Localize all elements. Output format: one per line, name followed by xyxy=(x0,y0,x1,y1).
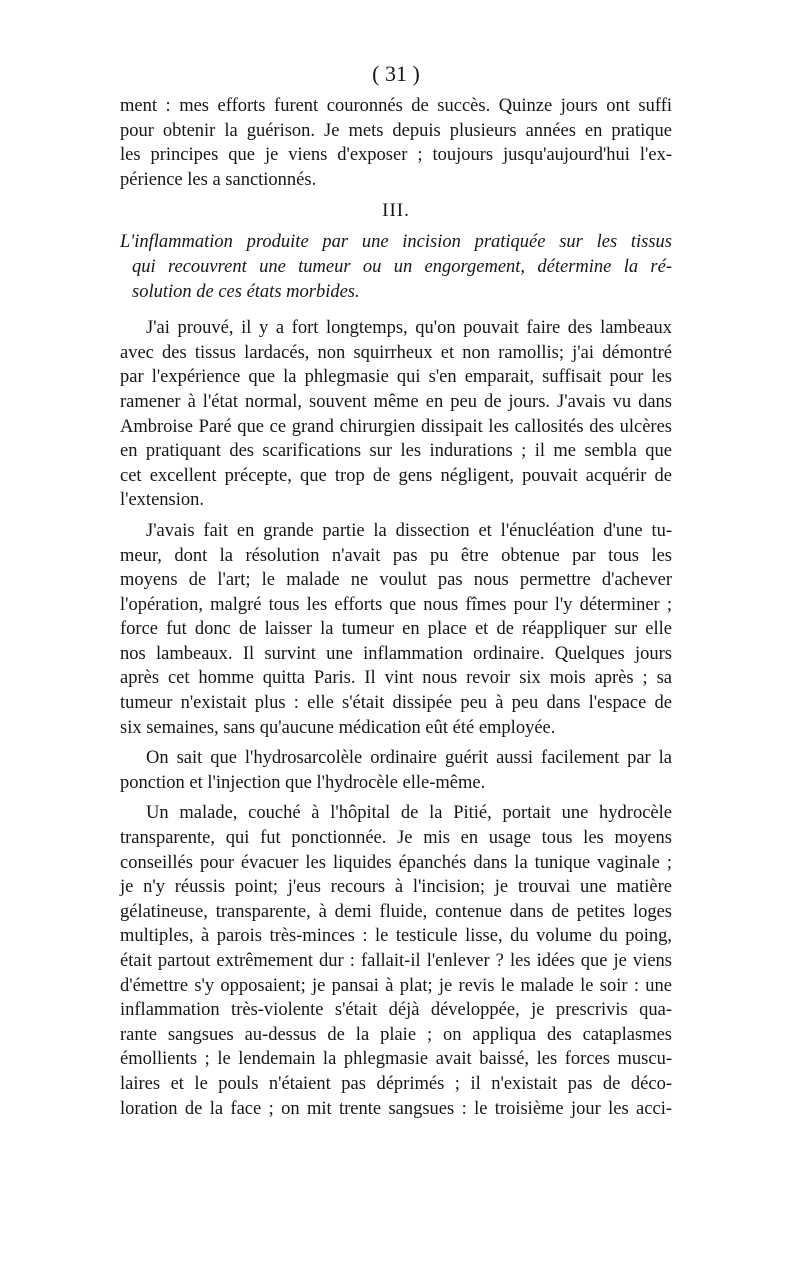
text-line: laires et le pouls n'étaient pas déprimés ; il n'existait pas de déco- xyxy=(120,1073,672,1094)
intro-paragraph xyxy=(120,94,672,192)
text-line: nos lambeaux. Il survint une inflammation ordinaire. Quelques jours xyxy=(120,643,672,664)
text-line: d'émettre s'y opposaient; je pansai à plat; je revis le malade le soir : une xyxy=(120,975,672,996)
text-line: avec des tissus lardacés, non squirrheux et non ramollis; j'ai démontré xyxy=(120,342,672,363)
paragraph xyxy=(120,519,672,740)
text-line: émollients ; le lendemain la phlegmasie avait baissé, les forces muscu- xyxy=(120,1049,672,1070)
text-line: loration de la face ; on mit trente sangsues : le troisième jour les acci- xyxy=(120,1098,672,1119)
text-line: moyens de l'art; le malade ne voulut pas nous permettre d'achever xyxy=(120,570,672,591)
book-page xyxy=(120,58,672,1121)
text-line: J'ai prouvé, il y a fort longtemps, qu'on pouvait faire des lambeaux xyxy=(146,318,672,339)
text-line: meur, dont la résolution n'avait pas pu être obtenue par tous les xyxy=(120,545,672,566)
text-line: six semaines, sans qu'aucune médication eût été employée. xyxy=(120,717,556,738)
section-title xyxy=(120,230,672,304)
paragraph xyxy=(120,801,672,1121)
text-line: force fut donc de laisser la tumeur en place et de réappliquer sur elle xyxy=(120,619,672,640)
title-line: qui recouvrent une tumeur ou un engorgement, détermine la ré- xyxy=(132,256,672,277)
text-line: les principes que je viens d'exposer ; toujours jusqu'aujourd'hui l'ex- xyxy=(120,145,672,166)
text-line: ponction et l'injection que l'hydrocèle elle-même. xyxy=(120,772,486,793)
text-line: périence les a sanctionnés. xyxy=(120,169,317,190)
text-line: gélatineuse, transparente, à demi fluide, contenue dans de petites loges xyxy=(120,901,672,922)
text-line: je n'y réussis point; j'eus recours à l'incision; je trouvai une matière xyxy=(120,877,672,898)
section-numeral: III. xyxy=(382,200,410,222)
text-line: cet excellent précepte, que trop de gens négligent, pouvait acquérir de xyxy=(120,465,672,486)
page-number: ( 31 ) xyxy=(372,61,420,86)
text-line: rante sangsues au-dessus de la plaie ; on appliqua des cataplasmes xyxy=(120,1024,672,1045)
text-line: tumeur n'existait plus : elle s'était dissipée peu à peu dans l'espace de xyxy=(120,693,672,714)
text-line: pour obtenir la guérison. Je mets depuis plusieurs années en pratique xyxy=(120,120,672,141)
text-line: par l'expérience que la phlegmasie qui s'en emparait, suffisait pour les xyxy=(120,367,672,388)
text-line: en pratiquant des scarifications sur les indurations ; il me sembla que xyxy=(120,441,672,462)
text-line: était partout extrêmement dur : fallait-il l'enlever ? les idées que je viens xyxy=(120,951,672,971)
text-line: Ambroise Paré que ce grand chirurgien dissipait les callosités des ulcères xyxy=(120,416,672,437)
text-line: On sait que l'hydrosarcolèle ordinaire guérit aussi facilement par la xyxy=(146,748,672,769)
title-line: solution de ces états morbides. xyxy=(132,281,360,302)
text-line: conseillés pour évacuer les liquides épanchés dans la tunique vaginale ; xyxy=(120,852,672,873)
paragraph xyxy=(120,746,672,795)
text-line: ramener à l'état normal, souvent même en peu de jours. J'avais vu dans xyxy=(120,391,672,412)
text-line: inflammation très-violente s'était déjà développée, je prescrivis qua- xyxy=(120,1000,672,1021)
text-line: multiples, à parois très-minces : le testicule lisse, du volume du poing, xyxy=(120,926,672,947)
text-line: Un malade, couché à l'hôpital de la Pitié, portait une hydrocèle xyxy=(146,803,672,824)
text-line: l'opération, malgré tous les efforts que nous fîmes pour l'y déterminer ; xyxy=(120,594,672,615)
text-line: ment : mes efforts furent couronnés de succès. Quinze jours ont suffi xyxy=(120,96,672,116)
text-line: après cet homme quitta Paris. Il vint nous revoir six mois après ; sa xyxy=(120,668,672,689)
text-line: J'avais fait en grande partie la dissection et l'énucléation d'une tu- xyxy=(146,520,672,541)
paragraph xyxy=(120,316,672,513)
text-line: l'extension. xyxy=(120,490,204,511)
text-line: transparente, qui fut ponctionnée. Je mis en usage tous les moyens xyxy=(120,828,672,849)
title-line: L'inflammation produite par une incision pratiquée sur les tissus xyxy=(120,232,672,253)
